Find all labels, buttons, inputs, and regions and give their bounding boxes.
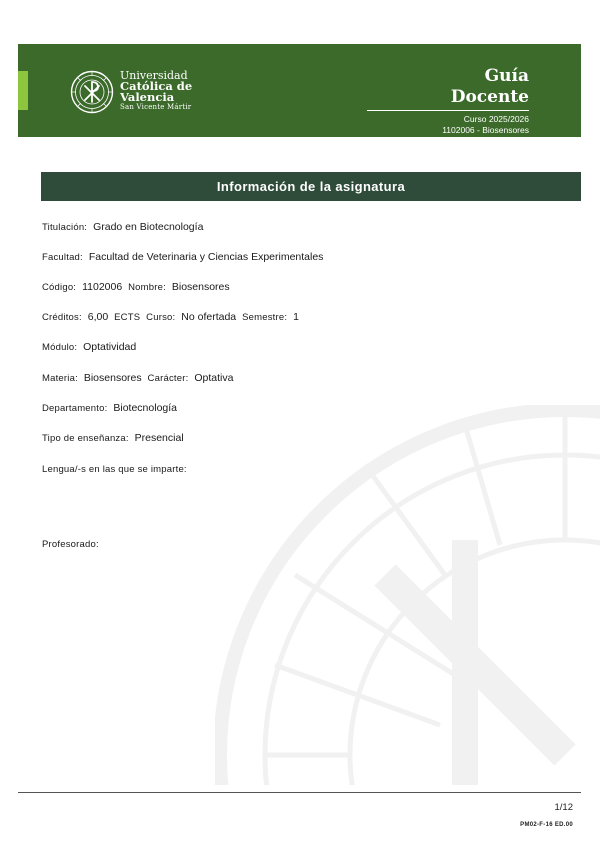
ucv-crest-icon (70, 70, 114, 114)
field-modulo (42, 341, 136, 353)
materia-value: Biosensores (83, 372, 142, 384)
lengua-label: Lengua/-s en las que se imparte: (42, 464, 187, 475)
facultad-label: Facultad: (42, 252, 83, 263)
departamento-value: Biotecnología (113, 402, 178, 414)
nombre-label: Nombre: (128, 282, 166, 293)
caracter-value: Optativa (194, 372, 234, 384)
codigo-label: Código: (42, 282, 77, 293)
crest-watermark-icon (215, 405, 600, 785)
guide-title-line-1: Guía (484, 66, 529, 86)
field-creditos (42, 311, 299, 323)
tipo-label: Tipo de enseñanza: (42, 433, 129, 444)
university-name-line-4: San Vicente Mártir (120, 103, 192, 111)
university-name-line-3: Valencia (120, 90, 175, 104)
curso-value: No ofertada (181, 311, 237, 323)
materia-label: Materia: (42, 373, 78, 384)
field-departamento (42, 402, 177, 414)
footer-divider (18, 792, 581, 793)
profesorado-label: Profesorado: (42, 539, 99, 550)
field-tipo-ensenanza (42, 432, 184, 444)
section-title: Información de la asignatura (41, 172, 581, 201)
field-titulacion (42, 221, 203, 233)
field-materia (42, 372, 233, 384)
subject-code-name: 1102006 - Biosensores (442, 125, 529, 135)
facultad-value: Facultad de Veterinaria y Ciencias Experimentales (88, 251, 324, 263)
nombre-value: Biosensores (171, 281, 230, 293)
university-name-line-1: Universidad (120, 69, 188, 82)
guide-title-line-2: Docente (450, 87, 529, 107)
titulacion-label: Titulación: (42, 222, 88, 233)
field-facultad (42, 251, 323, 263)
guide-meta (442, 114, 529, 136)
header-accent-bar (18, 71, 28, 110)
semestre-value: 1 (293, 311, 299, 323)
titulacion-value: Grado en Biotecnología (93, 221, 204, 233)
university-name (120, 70, 192, 112)
guide-title-divider (367, 110, 529, 111)
creditos-value: 6,00 (87, 311, 109, 323)
semestre-label: Semestre: (242, 312, 288, 323)
page-number: 1/12 (554, 802, 573, 813)
modulo-value: Optatividad (83, 341, 137, 353)
codigo-value: 1102006 (82, 281, 123, 293)
caracter-label: Carácter: (147, 373, 189, 384)
curso-label: Curso: (146, 312, 176, 323)
creditos-label: Créditos: (42, 312, 82, 323)
field-lengua (42, 463, 187, 475)
course-year: Curso 2025/2026 (463, 114, 529, 124)
document-code: PM02-F-16 ED.00 (520, 822, 573, 828)
departamento-label: Departamento: (42, 403, 108, 414)
modulo-label: Módulo: (42, 342, 78, 353)
university-name-line-2: Católica de (120, 79, 193, 93)
field-profesorado (42, 538, 99, 550)
guide-title (451, 66, 529, 108)
tipo-value: Presencial (134, 432, 184, 444)
ects-label: ECTS (114, 312, 141, 323)
field-codigo-nombre (42, 281, 230, 293)
